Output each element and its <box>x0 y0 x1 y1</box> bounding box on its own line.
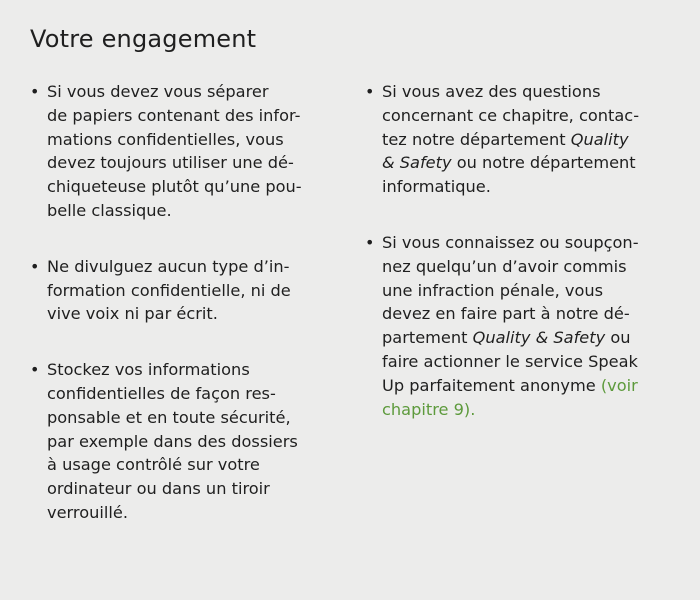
text-fragment: Si vous avez des questions <box>382 82 601 101</box>
text-line <box>382 151 675 175</box>
text-fragment: nez quelqu’un d’avoir commis <box>382 256 627 276</box>
text-line <box>382 231 675 255</box>
text-line <box>47 302 340 326</box>
text-line <box>382 80 675 104</box>
text-line <box>47 151 340 175</box>
text-fragment: belle classique. <box>47 200 172 220</box>
bullet-marker: • <box>365 82 375 101</box>
text-fragment: ou <box>605 328 631 348</box>
text-line <box>382 302 675 326</box>
text-fragment: une infraction pénale, vous <box>382 280 604 300</box>
text-line <box>47 104 340 128</box>
text-fragment: Stockez vos informations <box>47 360 250 380</box>
text-line <box>382 398 675 422</box>
bullet-marker: • <box>365 232 375 252</box>
text-fragment: informatique. <box>382 177 491 197</box>
text-fragment: confidentielles de façon res- <box>47 383 276 403</box>
emphasis-text: Quality & Safety <box>472 328 606 348</box>
text-fragment: chiqueteuse plutôt qu’une pou- <box>47 177 302 197</box>
text-fragment: Si vous connaissez ou soupçon- <box>382 232 639 252</box>
text-line <box>382 279 675 303</box>
page-title: Votre engagement <box>30 25 257 53</box>
text-fragment: à usage contrôlé sur votre <box>47 455 260 475</box>
text-line <box>47 453 340 477</box>
text-fragment: concernant ce chapitre, contac- <box>382 105 640 125</box>
text-fragment: tez notre département <box>382 129 571 149</box>
bullet-marker: • <box>30 360 40 380</box>
text-fragment: mations confidentielles, vous <box>47 129 284 149</box>
chapter-link[interactable]: (voir <box>600 375 638 395</box>
text-fragment: Si vous devez vous séparer <box>47 82 269 101</box>
text-line <box>47 430 340 454</box>
emphasis-text: Quality <box>570 129 629 149</box>
text-line <box>47 406 340 430</box>
text-line <box>382 326 675 350</box>
bullet-item <box>30 255 340 326</box>
text-line <box>382 350 675 374</box>
bullet-item <box>365 80 675 199</box>
bullet-item <box>30 358 340 525</box>
text-fragment: Ne divulguez aucun type d’in- <box>47 256 290 276</box>
text-fragment: faire actionner le service Speak <box>382 351 638 371</box>
text-line <box>47 358 340 382</box>
text-line <box>47 382 340 406</box>
left-column <box>30 80 340 557</box>
text-line <box>47 477 340 501</box>
text-fragment: partement <box>382 328 473 348</box>
chapter-link[interactable]: chapitre 9). <box>382 399 476 419</box>
text-fragment: formation confidentielle, ni de <box>47 280 291 300</box>
text-line <box>47 279 340 303</box>
text-line <box>47 199 340 223</box>
text-line <box>382 104 675 128</box>
text-line <box>382 374 675 398</box>
text-line <box>47 255 340 279</box>
emphasis-text: & Safety <box>382 153 452 173</box>
text-line <box>47 80 340 104</box>
text-line <box>47 128 340 152</box>
text-fragment: Up parfaitement anonyme <box>382 375 601 395</box>
text-line <box>382 255 675 279</box>
text-fragment: devez en faire part à notre dé- <box>382 304 630 324</box>
text-fragment: vive voix ni par écrit. <box>47 304 218 324</box>
text-fragment: devez toujours utiliser une dé- <box>47 153 294 173</box>
text-line <box>47 501 340 525</box>
right-column <box>365 80 675 453</box>
text-fragment: ponsable et en toute sécurité, <box>47 407 291 427</box>
bullet-marker: • <box>30 82 40 101</box>
bullet-item <box>30 80 340 223</box>
text-fragment: de papiers contenant des infor- <box>47 105 301 125</box>
text-fragment: ordinateur ou dans un tiroir <box>47 479 270 499</box>
text-line <box>382 128 675 152</box>
text-line <box>47 175 340 199</box>
bullet-marker: • <box>30 256 40 276</box>
bullet-item <box>365 231 675 421</box>
text-fragment: par exemple dans des dossiers <box>47 431 298 451</box>
text-fragment: verrouillé. <box>47 502 128 522</box>
text-line <box>382 175 675 199</box>
text-fragment: ou notre département <box>451 153 636 173</box>
